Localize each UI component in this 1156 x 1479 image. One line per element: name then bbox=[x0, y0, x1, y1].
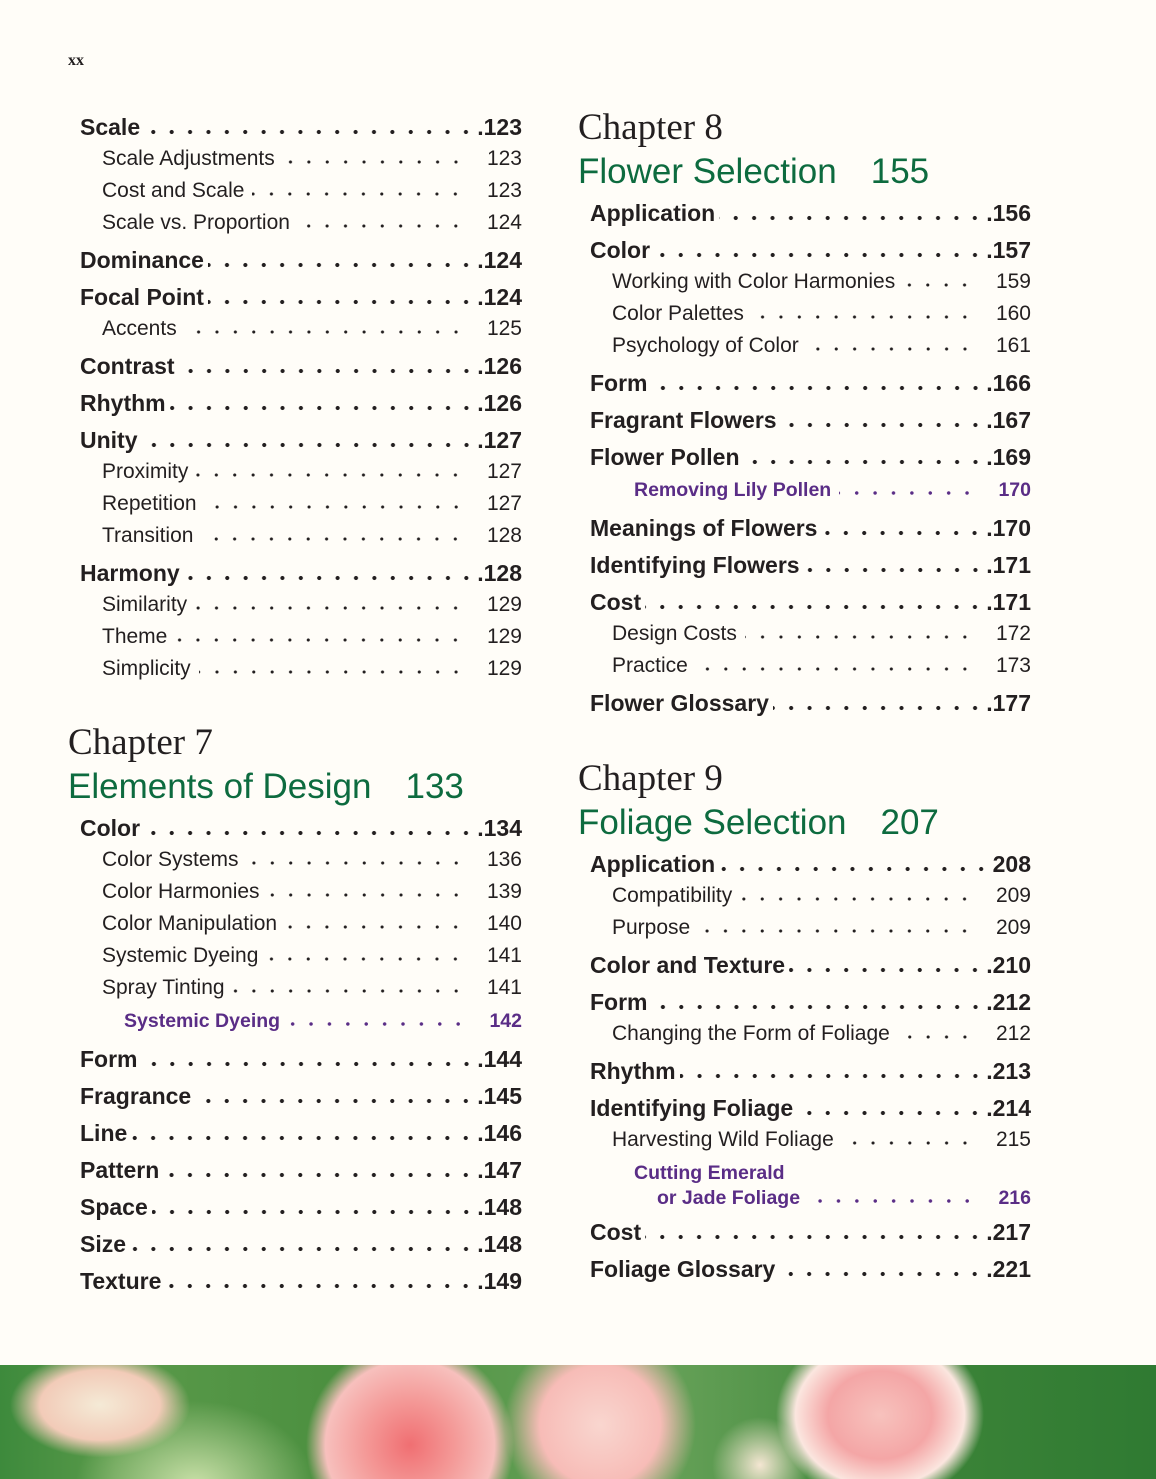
dot-leader bbox=[233, 988, 465, 994]
entry-page-number: 141 bbox=[486, 944, 522, 967]
dot-leader bbox=[680, 1073, 985, 1079]
dot-leader bbox=[179, 368, 476, 374]
dot-leader bbox=[170, 405, 476, 411]
entry-label: Simplicity bbox=[102, 657, 191, 680]
dot-leader bbox=[719, 215, 984, 221]
toc-entry-main[interactable] bbox=[578, 512, 1031, 544]
toc-column-left bbox=[68, 106, 522, 1297]
toc-entry-main[interactable] bbox=[68, 557, 522, 589]
toc-entry-feature[interactable] bbox=[68, 1004, 522, 1038]
chapter-title[interactable] bbox=[68, 765, 522, 809]
toc-entry-sub[interactable] bbox=[578, 618, 1031, 650]
entry-page-number: .210 bbox=[986, 952, 1031, 978]
entry-page-number: 142 bbox=[489, 1010, 522, 1032]
toc-entry-sub[interactable] bbox=[68, 313, 522, 345]
entry-page-number: .167 bbox=[986, 407, 1031, 433]
entry-page-number: .144 bbox=[477, 1046, 522, 1072]
toc-entry-main[interactable] bbox=[578, 986, 1031, 1018]
toc-entry-main[interactable] bbox=[68, 350, 522, 382]
entry-page-number: 161 bbox=[995, 334, 1031, 357]
dot-leader bbox=[898, 1034, 974, 1040]
entry-label: Application bbox=[590, 851, 716, 877]
entry-label: Harmony bbox=[80, 560, 180, 586]
dot-leader bbox=[298, 223, 465, 229]
dot-leader bbox=[142, 442, 476, 448]
chapter-title-text: Foliage Selection bbox=[578, 803, 847, 842]
dot-leader bbox=[797, 1110, 984, 1116]
entry-page-number: .146 bbox=[477, 1120, 522, 1146]
spacer bbox=[68, 685, 522, 721]
dot-leader bbox=[839, 490, 976, 496]
dot-leader bbox=[745, 634, 974, 640]
entry-page-number: 159 bbox=[995, 270, 1031, 293]
dot-leader bbox=[752, 314, 974, 320]
toc-entry-sub[interactable] bbox=[578, 912, 1031, 944]
entry-label: Form bbox=[590, 370, 648, 396]
entry-page-number: 129 bbox=[486, 625, 522, 648]
chapter-heading bbox=[578, 106, 1031, 194]
toc-entry-main[interactable] bbox=[68, 1191, 522, 1223]
entry-page-number: 124 bbox=[486, 211, 522, 234]
toc-entry-sub[interactable] bbox=[578, 880, 1031, 912]
entry-label: Color bbox=[590, 237, 651, 263]
toc-entry-main[interactable] bbox=[578, 1092, 1031, 1124]
entry-label: Size bbox=[80, 1231, 127, 1257]
toc-entry-main[interactable] bbox=[68, 1080, 522, 1112]
entry-label: Working with Color Harmonies bbox=[612, 270, 896, 293]
toc-entry-main[interactable] bbox=[578, 549, 1031, 581]
entry-label: Proximity bbox=[102, 460, 189, 483]
entry-label: Color Manipulation bbox=[102, 912, 278, 935]
entry-page-number: 215 bbox=[995, 1128, 1031, 1151]
entry-page-number: 139 bbox=[486, 880, 522, 903]
chapter-heading bbox=[68, 721, 522, 809]
entry-page-number: .217 bbox=[986, 1219, 1031, 1245]
dot-leader bbox=[696, 666, 974, 672]
toc-entry-main[interactable] bbox=[578, 197, 1031, 229]
spacer bbox=[578, 719, 1031, 757]
entry-page-number: 141 bbox=[486, 976, 522, 999]
entry-label: Space bbox=[80, 1194, 148, 1220]
entry-label: Texture bbox=[80, 1268, 162, 1294]
toc-entry-sub[interactable] bbox=[68, 876, 522, 908]
entry-page-number: 129 bbox=[486, 657, 522, 680]
entry-label: Focal Point bbox=[80, 284, 204, 310]
toc-entry-sub[interactable] bbox=[68, 844, 522, 876]
dot-leader bbox=[804, 567, 985, 573]
entry-page-number: 208 bbox=[992, 851, 1031, 877]
dot-leader bbox=[199, 669, 465, 675]
dot-leader bbox=[288, 1021, 467, 1027]
entry-label: or Jade Foliage bbox=[657, 1187, 801, 1209]
toc-entry-main[interactable] bbox=[578, 848, 1031, 880]
entry-label: Transition bbox=[102, 524, 194, 547]
entry-label: Rhythm bbox=[590, 1058, 676, 1084]
dot-leader bbox=[185, 329, 465, 335]
entry-page-number: 170 bbox=[998, 479, 1031, 501]
toc-entry-main[interactable] bbox=[68, 1043, 522, 1075]
entry-page-number: .145 bbox=[477, 1083, 522, 1109]
dot-leader bbox=[163, 1172, 475, 1178]
entry-page-number: .212 bbox=[986, 989, 1031, 1015]
entry-page-number: .177 bbox=[986, 690, 1031, 716]
entry-label: Color Harmonies bbox=[102, 880, 260, 903]
dot-leader bbox=[208, 299, 475, 305]
dot-leader bbox=[247, 860, 465, 866]
entry-label: Design Costs bbox=[612, 622, 737, 645]
dot-leader bbox=[808, 1198, 976, 1204]
toc-entry-main[interactable] bbox=[68, 1154, 522, 1186]
entry-label: Identifying Foliage bbox=[590, 1095, 794, 1121]
entry-label: Similarity bbox=[102, 593, 188, 616]
toc-entry-main[interactable] bbox=[578, 1055, 1031, 1087]
entry-label: Theme bbox=[102, 625, 168, 648]
entry-label: Repetition bbox=[102, 492, 197, 515]
entry-label: Systemic Dyeing bbox=[124, 1010, 281, 1032]
toc-entry-main[interactable] bbox=[68, 244, 522, 276]
toc-entry-sub[interactable] bbox=[578, 266, 1031, 298]
entry-label: Compatibility bbox=[612, 884, 733, 907]
dot-leader bbox=[130, 1246, 475, 1252]
dot-leader bbox=[698, 928, 974, 934]
dot-leader bbox=[652, 1004, 985, 1010]
entry-page-number: .166 bbox=[986, 370, 1031, 396]
entry-page-number: .170 bbox=[986, 515, 1031, 541]
toc-entry-sub[interactable] bbox=[68, 488, 522, 520]
entry-label: Color Palettes bbox=[612, 302, 744, 325]
toc-entry-sub[interactable] bbox=[578, 1124, 1031, 1156]
entry-page-number: .148 bbox=[477, 1231, 522, 1257]
dot-leader bbox=[201, 536, 465, 542]
dot-leader bbox=[266, 956, 465, 962]
entry-page-number: .126 bbox=[477, 353, 522, 379]
toc-entry-main[interactable] bbox=[68, 424, 522, 456]
dot-leader bbox=[903, 282, 974, 288]
chapter-label: Chapter 7 bbox=[68, 722, 213, 763]
entry-label: Scale vs. Proportion bbox=[102, 211, 290, 234]
dot-leader bbox=[285, 924, 465, 930]
toc-entry-main[interactable] bbox=[578, 404, 1031, 436]
entry-page-number: 127 bbox=[486, 460, 522, 483]
entry-label: Flower Pollen bbox=[590, 444, 740, 470]
dot-leader bbox=[131, 1135, 475, 1141]
entry-label: Scale Adjustments bbox=[102, 147, 275, 170]
entry-label: Cost and Scale bbox=[102, 179, 245, 202]
dot-leader bbox=[789, 967, 984, 973]
entry-label: Changing the Form of Foliage bbox=[612, 1022, 890, 1045]
entry-page-number: .149 bbox=[477, 1268, 522, 1294]
dot-leader bbox=[208, 262, 475, 268]
entry-page-number: .221 bbox=[986, 1256, 1031, 1282]
toc-entry-main[interactable] bbox=[68, 812, 522, 844]
entry-label: Accents bbox=[102, 317, 177, 340]
dot-leader bbox=[152, 1209, 475, 1215]
chapter-heading bbox=[578, 757, 1031, 845]
entry-label: Rhythm bbox=[80, 390, 166, 416]
toc-entry-sub[interactable] bbox=[68, 143, 522, 175]
entry-label: Systemic Dyeing bbox=[102, 944, 259, 967]
chapter-label: Chapter 9 bbox=[578, 758, 723, 799]
toc-entry-sub[interactable] bbox=[68, 520, 522, 552]
entry-label: Application bbox=[590, 200, 716, 226]
entry-label: Form bbox=[80, 1046, 138, 1072]
dot-leader bbox=[652, 385, 985, 391]
entry-label: Purpose bbox=[612, 916, 691, 939]
dot-leader bbox=[175, 637, 465, 643]
chapter-page-number: 155 bbox=[870, 152, 930, 191]
dot-leader bbox=[645, 604, 984, 610]
toc-column-right bbox=[578, 106, 1031, 1285]
dot-leader bbox=[142, 1061, 476, 1067]
entry-label: Harvesting Wild Foliage bbox=[612, 1128, 834, 1151]
chapter-title[interactable] bbox=[578, 150, 1031, 194]
dot-leader bbox=[779, 1271, 984, 1277]
entry-label: Color Systems bbox=[102, 848, 239, 871]
toc-entry-main[interactable] bbox=[68, 1117, 522, 1149]
toc-entry-main[interactable] bbox=[578, 367, 1031, 399]
toc-entry-sub[interactable] bbox=[68, 175, 522, 207]
dot-leader bbox=[165, 1283, 475, 1289]
entry-label: Psychology of Color bbox=[612, 334, 799, 357]
entry-page-number: .124 bbox=[477, 247, 522, 273]
toc-entry-sub[interactable] bbox=[68, 456, 522, 488]
entry-page-number: 173 bbox=[995, 654, 1031, 677]
entry-page-number: 209 bbox=[995, 916, 1031, 939]
toc-entry-sub[interactable] bbox=[68, 653, 522, 685]
toc-entry-sub[interactable] bbox=[578, 1018, 1031, 1050]
dot-leader bbox=[773, 705, 984, 711]
entry-label: Contrast bbox=[80, 353, 175, 379]
entry-page-number: 123 bbox=[486, 179, 522, 202]
toc-entry-main[interactable] bbox=[578, 687, 1031, 719]
toc-entry-main[interactable] bbox=[68, 1265, 522, 1297]
toc-entry-sub[interactable] bbox=[68, 589, 522, 621]
entry-page-number: .128 bbox=[477, 560, 522, 586]
page-number: xx bbox=[68, 52, 84, 69]
entry-label: Removing Lily Pollen bbox=[634, 479, 832, 501]
entry-page-number: 216 bbox=[998, 1187, 1031, 1209]
toc-entry-feature[interactable] bbox=[578, 473, 1031, 507]
toc-entry-sub[interactable] bbox=[578, 330, 1031, 362]
entry-label: Line bbox=[80, 1120, 128, 1146]
entry-label: Form bbox=[590, 989, 648, 1015]
dot-leader bbox=[144, 129, 475, 135]
chapter-title-text: Elements of Design bbox=[68, 767, 372, 806]
toc-entry-feature[interactable] bbox=[578, 1186, 1031, 1210]
dot-leader bbox=[654, 252, 984, 258]
entry-page-number: 209 bbox=[995, 884, 1031, 907]
entry-page-number: .157 bbox=[986, 237, 1031, 263]
toc-entry-main[interactable] bbox=[68, 281, 522, 313]
entry-page-number: 125 bbox=[486, 317, 522, 340]
chapter-title-text: Flower Selection bbox=[578, 152, 837, 191]
entry-page-number: .213 bbox=[986, 1058, 1031, 1084]
toc-entry-sub[interactable] bbox=[68, 972, 522, 1004]
feature-entry-label[interactable]: Cutting Emerald bbox=[634, 1162, 785, 1184]
entry-label: Fragrant Flowers bbox=[590, 407, 777, 433]
dot-leader bbox=[719, 866, 990, 872]
dot-leader bbox=[283, 159, 465, 165]
dot-leader bbox=[268, 892, 465, 898]
entry-label: Cost bbox=[590, 1219, 642, 1245]
toc-entry-main[interactable] bbox=[578, 949, 1031, 981]
roses-photo-banner bbox=[0, 1365, 1156, 1479]
entry-label: Scale bbox=[80, 114, 141, 140]
entry-label: Color bbox=[80, 815, 141, 841]
dot-leader bbox=[195, 1098, 475, 1104]
entry-label: Spray Tinting bbox=[102, 976, 225, 999]
entry-label: Meanings of Flowers bbox=[590, 515, 818, 541]
entry-page-number: 136 bbox=[486, 848, 522, 871]
entry-page-number: .171 bbox=[986, 552, 1031, 578]
toc-entry-sub[interactable] bbox=[68, 207, 522, 239]
chapter-page-number: 207 bbox=[880, 803, 939, 842]
entry-page-number: .214 bbox=[986, 1095, 1031, 1121]
entry-label: Practice bbox=[612, 654, 688, 677]
entry-page-number: 129 bbox=[486, 593, 522, 616]
entry-label: Flower Glossary bbox=[590, 690, 769, 716]
entry-page-number: .156 bbox=[986, 200, 1031, 226]
entry-label: Pattern bbox=[80, 1157, 160, 1183]
entry-page-number: .147 bbox=[477, 1157, 522, 1183]
dot-leader bbox=[144, 830, 475, 836]
entry-page-number: .123 bbox=[477, 114, 522, 140]
dot-leader bbox=[842, 1140, 974, 1146]
toc-entry-sub[interactable] bbox=[578, 650, 1031, 682]
chapter-title[interactable] bbox=[578, 801, 1031, 845]
toc-entry-main[interactable] bbox=[578, 234, 1031, 266]
dot-leader bbox=[740, 896, 974, 902]
dot-leader bbox=[645, 1234, 984, 1240]
dot-leader bbox=[821, 530, 984, 536]
toc-entry-sub[interactable] bbox=[68, 621, 522, 653]
toc-entry-main[interactable] bbox=[68, 1228, 522, 1260]
dot-leader bbox=[807, 346, 974, 352]
entry-page-number: .134 bbox=[477, 815, 522, 841]
dot-leader bbox=[744, 459, 985, 465]
entry-page-number: 127 bbox=[486, 492, 522, 515]
entry-label: Identifying Flowers bbox=[590, 552, 800, 578]
toc-entry-main[interactable] bbox=[578, 441, 1031, 473]
entry-page-number: .148 bbox=[477, 1194, 522, 1220]
dot-leader bbox=[184, 575, 476, 581]
toc-entry-main[interactable] bbox=[68, 111, 522, 143]
entry-label: Foliage Glossary bbox=[590, 1256, 776, 1282]
dot-leader bbox=[205, 504, 465, 510]
entry-label: Cost bbox=[590, 589, 642, 615]
toc-entry-main[interactable] bbox=[578, 1253, 1031, 1285]
entry-page-number: .124 bbox=[477, 284, 522, 310]
dot-leader bbox=[196, 472, 465, 478]
toc-entry-main[interactable] bbox=[68, 387, 522, 419]
entry-page-number: 160 bbox=[995, 302, 1031, 325]
entry-page-number: 172 bbox=[995, 622, 1031, 645]
toc-entry-main[interactable] bbox=[578, 586, 1031, 618]
dot-leader bbox=[781, 422, 985, 428]
entry-label: Color and Texture bbox=[590, 952, 786, 978]
toc-entry-sub[interactable] bbox=[68, 908, 522, 940]
entry-label: Fragrance bbox=[80, 1083, 192, 1109]
dot-leader bbox=[252, 191, 465, 197]
entry-page-number: .126 bbox=[477, 390, 522, 416]
toc-entry-sub[interactable] bbox=[578, 298, 1031, 330]
entry-label: Dominance bbox=[80, 247, 204, 273]
entry-page-number: .169 bbox=[986, 444, 1031, 470]
entry-label: Unity bbox=[80, 427, 138, 453]
toc-entry-main[interactable] bbox=[578, 1216, 1031, 1248]
toc-entry-sub[interactable] bbox=[68, 940, 522, 972]
chapter-page-number: 133 bbox=[405, 767, 464, 806]
chapter-label: Chapter 8 bbox=[578, 107, 723, 148]
entry-page-number: 128 bbox=[486, 524, 522, 547]
entry-page-number: 212 bbox=[995, 1022, 1031, 1045]
entry-page-number: .171 bbox=[986, 589, 1031, 615]
entry-page-number: 123 bbox=[486, 147, 522, 170]
entry-page-number: .127 bbox=[477, 427, 522, 453]
entry-page-number: 140 bbox=[486, 912, 522, 935]
dot-leader bbox=[195, 605, 465, 611]
